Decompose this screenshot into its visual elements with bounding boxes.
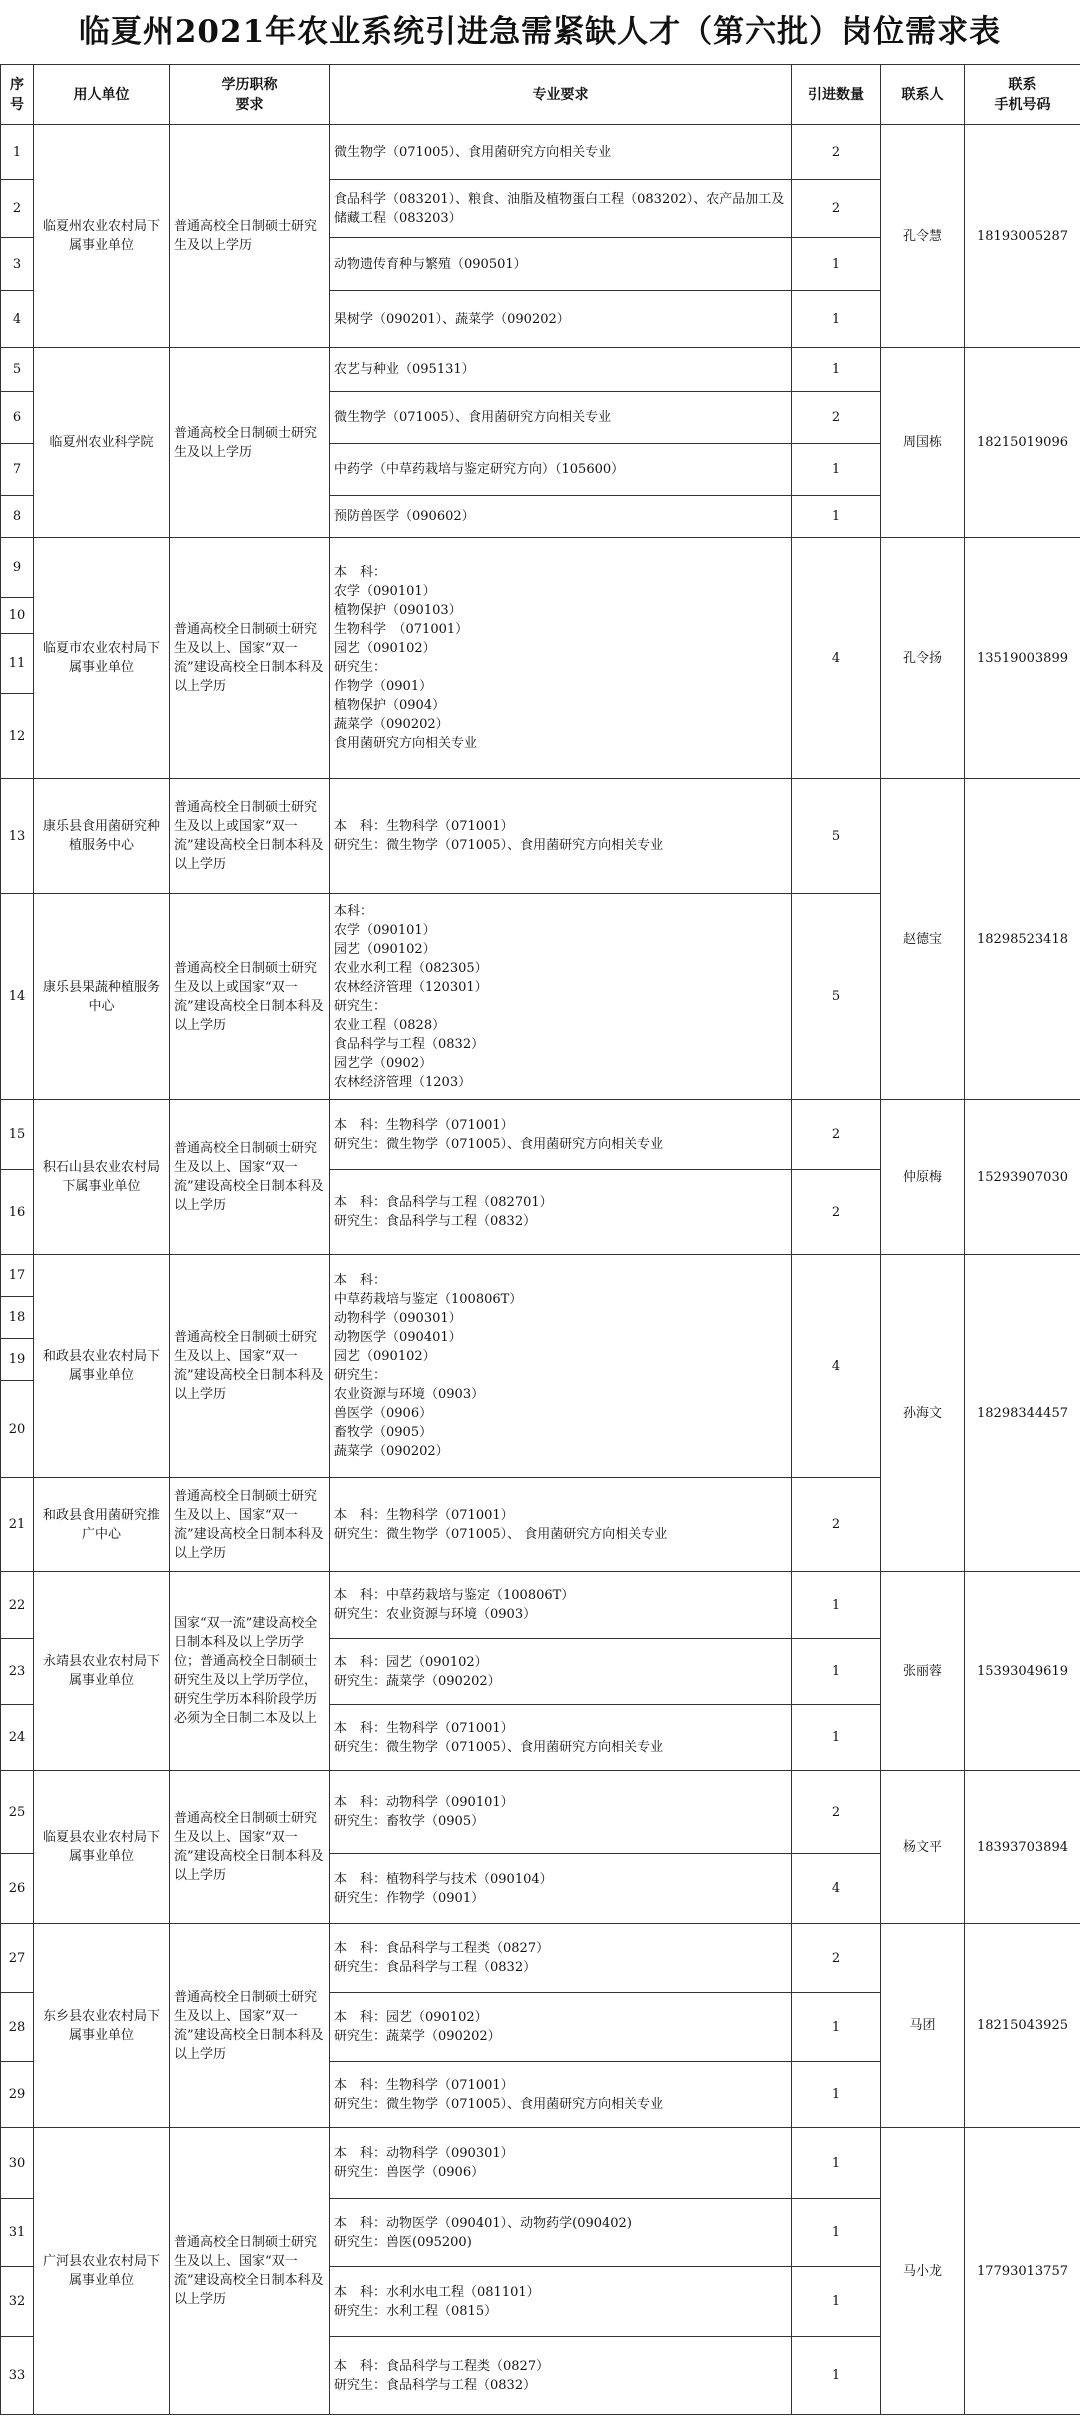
contact-phone-cell: 18193005287 xyxy=(965,125,1080,348)
seq-cell: 7 xyxy=(1,444,34,496)
unit-cell: 积石山县农业农村局下属事业单位 xyxy=(34,1100,170,1255)
seq-cell: 18 xyxy=(1,1297,34,1339)
major-cell: 本 科：水利水电工程（081101） 研究生：水利工程（0815） xyxy=(330,2267,792,2337)
major-cell: 本 科： 农学（090101） 植物保护（090103） 生物科学 （071001） 园艺（090102） 研究生： 作物学（0901） 植物保护（0904） 蔬菜学（090202） 食用菌研究方向相关专业 xyxy=(330,538,792,779)
major-cell: 预防兽医学（090602） xyxy=(330,496,792,538)
header-unit: 用人单位 xyxy=(34,65,170,125)
count-cell: 1 xyxy=(792,444,881,496)
table-row xyxy=(1,1771,1080,1854)
unit-cell: 临夏市农业农村局下属事业单位 xyxy=(34,538,170,779)
table-row xyxy=(1,1100,1080,1170)
seq-cell: 9 xyxy=(1,538,34,598)
count-cell: 1 xyxy=(792,348,881,392)
edu-cell: 普通高校全日制硕士研究生及以上学历 xyxy=(170,125,330,348)
edu-cell: 普通高校全日制硕士研究生及以上或国家“双一流”建设高校全日制本科及以上学历 xyxy=(170,779,330,894)
count-cell: 1 xyxy=(792,1993,881,2062)
seq-cell: 17 xyxy=(1,1255,34,1297)
seq-cell: 2 xyxy=(1,180,34,238)
count-cell: 4 xyxy=(792,1854,881,1924)
table-row xyxy=(1,779,1080,894)
unit-cell: 临夏州农业科学院 xyxy=(34,348,170,538)
count-cell: 1 xyxy=(792,496,881,538)
table-row xyxy=(1,125,1080,180)
major-cell: 果树学（090201）、蔬菜学（090202） xyxy=(330,291,792,348)
edu-cell: 普通高校全日制硕士研究生及以上、国家“双一流”建设高校全日制本科及以上学历 xyxy=(170,538,330,779)
seq-cell: 30 xyxy=(1,2128,34,2199)
header-seq: 序 号 xyxy=(1,65,34,125)
major-cell: 本 科：植物科学与技术（090104） 研究生：作物学（0901） xyxy=(330,1854,792,1924)
major-cell: 本 科： 中草药栽培与鉴定（100806T） 动物科学（090301） 动物医学（090401） 园艺（090102） 研究生： 农业资源与环境（0903） 兽医学（0906） 畜牧学（0905） 蔬菜学（090202） xyxy=(330,1255,792,1478)
seq-cell: 32 xyxy=(1,2267,34,2337)
major-cell: 本科： 农学（090101） 园艺（090102） 农业水利工程（082305） 农林经济管理（120301） 研究生： 农业工程（0828） 食品科学与工程（0832） 园艺学（0902） 农林经济管理（1203） xyxy=(330,894,792,1100)
count-cell: 2 xyxy=(792,1100,881,1170)
contact-name-cell: 杨文平 xyxy=(881,1771,965,1924)
contact-name-cell: 孔令慧 xyxy=(881,125,965,348)
major-cell: 食品科学（083201）、粮食、油脂及植物蛋白工程（083202）、农产品加工及储藏工程（083203） xyxy=(330,180,792,238)
contact-phone-cell: 18393703894 xyxy=(965,1771,1080,1924)
edu-cell: 普通高校全日制硕士研究生及以上、国家“双一流”建设高校全日制本科及以上学历 xyxy=(170,1100,330,1255)
count-cell: 2 xyxy=(792,1924,881,1993)
seq-cell: 11 xyxy=(1,634,34,694)
seq-cell: 12 xyxy=(1,694,34,779)
contact-phone-cell: 17793013757 xyxy=(965,2128,1080,2415)
edu-cell: 普通高校全日制硕士研究生及以上、国家“双一流”建设高校全日制本科及以上学历 xyxy=(170,1255,330,1478)
unit-cell: 和政县农业农村局下属事业单位 xyxy=(34,1255,170,1478)
seq-cell: 28 xyxy=(1,1993,34,2062)
contact-name-cell: 赵德宝 xyxy=(881,779,965,1100)
table-row xyxy=(1,538,1080,598)
count-cell: 1 xyxy=(792,238,881,291)
seq-cell: 15 xyxy=(1,1100,34,1170)
contact-name-cell: 仲原梅 xyxy=(881,1100,965,1255)
contact-name-cell: 张丽蓉 xyxy=(881,1572,965,1771)
edu-cell: 普通高校全日制硕士研究生及以上、国家“双一流”建设高校全日制本科及以上学历 xyxy=(170,1478,330,1572)
contact-phone-cell: 13519003899 xyxy=(965,538,1080,779)
header-row xyxy=(1,65,1080,125)
seq-cell: 19 xyxy=(1,1339,34,1381)
table-row xyxy=(1,1572,1080,1639)
count-cell: 1 xyxy=(792,1639,881,1705)
header-count: 引进数量 xyxy=(792,65,881,125)
seq-cell: 16 xyxy=(1,1170,34,1255)
seq-cell: 20 xyxy=(1,1381,34,1478)
count-cell: 2 xyxy=(792,1771,881,1854)
seq-cell: 22 xyxy=(1,1572,34,1639)
major-cell: 本 科：生物科学（071001） 研究生：微生物学（071005）、食用菌研究方向相关专业 xyxy=(330,1705,792,1771)
major-cell: 本 科：动物医学（090401）、动物药学(090402) 研究生：兽医(095200) xyxy=(330,2199,792,2267)
contact-name-cell: 马小龙 xyxy=(881,2128,965,2415)
major-cell: 本 科：园艺（090102） 研究生：蔬菜学（090202） xyxy=(330,1639,792,1705)
seq-cell: 21 xyxy=(1,1478,34,1572)
unit-cell: 康乐县果蔬种植服务中心 xyxy=(34,894,170,1100)
table-row xyxy=(1,1924,1080,1993)
table-row xyxy=(1,2128,1080,2199)
edu-cell: 普通高校全日制硕士研究生及以上学历 xyxy=(170,348,330,538)
edu-cell: 国家“双一流”建设高校全日制本科及以上学历学位；普通高校全日制硕士研究生及以上学历学位，研究生学历本科阶段学历必须为全日制二本及以上 xyxy=(170,1572,330,1771)
contact-name-cell: 孙海文 xyxy=(881,1255,965,1572)
contact-phone-cell: 18298344457 xyxy=(965,1255,1080,1572)
major-cell: 本 科：生物科学（071001） 研究生：微生物学（071005）、食用菌研究方向相关专业 xyxy=(330,779,792,894)
count-cell: 1 xyxy=(792,2062,881,2128)
count-cell: 1 xyxy=(792,1572,881,1639)
major-cell: 本 科：中草药栽培与鉴定（100806T） 研究生：农业资源与环境（0903） xyxy=(330,1572,792,1639)
unit-cell: 临夏州农业农村局下属事业单位 xyxy=(34,125,170,348)
major-cell: 农艺与种业（095131） xyxy=(330,348,792,392)
seq-cell: 1 xyxy=(1,125,34,180)
seq-cell: 6 xyxy=(1,392,34,444)
count-cell: 5 xyxy=(792,779,881,894)
contact-phone-cell: 15393049619 xyxy=(965,1572,1080,1771)
count-cell: 1 xyxy=(792,2337,881,2415)
contact-phone-cell: 15293907030 xyxy=(965,1100,1080,1255)
major-cell: 本 科：食品科学与工程类（0827） 研究生：食品科学与工程（0832） xyxy=(330,1924,792,1993)
count-cell: 5 xyxy=(792,894,881,1100)
unit-cell: 东乡县农业农村局下属事业单位 xyxy=(34,1924,170,2128)
major-cell: 本 科：生物科学（071001） 研究生：微生物学（071005）、食用菌研究方向相关专业 xyxy=(330,1100,792,1170)
seq-cell: 4 xyxy=(1,291,34,348)
major-cell: 本 科：生物科学（071001） 研究生：微生物学（071005）、 食用菌研究方向相关专业 xyxy=(330,1478,792,1572)
header-edu: 学历职称 要求 xyxy=(170,65,330,125)
page-title: 临夏州2021年农业系统引进急需紧缺人才（第六批）岗位需求表 xyxy=(78,14,1002,50)
contact-phone-cell: 18215019096 xyxy=(965,348,1080,538)
count-cell: 1 xyxy=(792,291,881,348)
seq-cell: 25 xyxy=(1,1771,34,1854)
job-requirements-table xyxy=(0,64,1080,2415)
count-cell: 2 xyxy=(792,392,881,444)
count-cell: 2 xyxy=(792,1170,881,1255)
count-cell: 2 xyxy=(792,180,881,238)
major-cell: 中药学（中草药栽培与鉴定研究方向）（105600） xyxy=(330,444,792,496)
count-cell: 2 xyxy=(792,1478,881,1572)
seq-cell: 8 xyxy=(1,496,34,538)
major-cell: 本 科：动物科学（090101） 研究生：畜牧学（0905） xyxy=(330,1771,792,1854)
seq-cell: 24 xyxy=(1,1705,34,1771)
header-major: 专业要求 xyxy=(330,65,792,125)
contact-name-cell: 孔令扬 xyxy=(881,538,965,779)
major-cell: 本 科：动物科学（090301） 研究生：兽医学（0906） xyxy=(330,2128,792,2199)
count-cell: 1 xyxy=(792,2128,881,2199)
seq-cell: 31 xyxy=(1,2199,34,2267)
contact-phone-cell: 18298523418 xyxy=(965,779,1080,1100)
header-phone: 联系 手机号码 xyxy=(965,65,1080,125)
contact-name-cell: 周国栋 xyxy=(881,348,965,538)
edu-cell: 普通高校全日制硕士研究生及以上、国家“双一流”建设高校全日制本科及以上学历 xyxy=(170,1771,330,1924)
seq-cell: 27 xyxy=(1,1924,34,1993)
unit-cell: 康乐县食用菌研究种植服务中心 xyxy=(34,779,170,894)
count-cell: 1 xyxy=(792,2267,881,2337)
contact-phone-cell: 18215043925 xyxy=(965,1924,1080,2128)
count-cell: 4 xyxy=(792,538,881,779)
seq-cell: 10 xyxy=(1,598,34,634)
table-row xyxy=(1,1255,1080,1297)
major-cell: 微生物学（071005）、食用菌研究方向相关专业 xyxy=(330,125,792,180)
seq-cell: 5 xyxy=(1,348,34,392)
major-cell: 本 科：园艺（090102） 研究生：蔬菜学（090202） xyxy=(330,1993,792,2062)
count-cell: 2 xyxy=(792,125,881,180)
seq-cell: 14 xyxy=(1,894,34,1100)
major-cell: 本 科：食品科学与工程（082701） 研究生：食品科学与工程（0832） xyxy=(330,1170,792,1255)
seq-cell: 23 xyxy=(1,1639,34,1705)
unit-cell: 广河县农业农村局下属事业单位 xyxy=(34,2128,170,2415)
seq-cell: 13 xyxy=(1,779,34,894)
edu-cell: 普通高校全日制硕士研究生及以上、国家“双一流”建设高校全日制本科及以上学历 xyxy=(170,1924,330,2128)
seq-cell: 3 xyxy=(1,238,34,291)
edu-cell: 普通高校全日制硕士研究生及以上或国家“双一流”建设高校全日制本科及以上学历 xyxy=(170,894,330,1100)
seq-cell: 33 xyxy=(1,2337,34,2415)
count-cell: 4 xyxy=(792,1255,881,1478)
count-cell: 1 xyxy=(792,1705,881,1771)
major-cell: 微生物学（071005）、食用菌研究方向相关专业 xyxy=(330,392,792,444)
seq-cell: 29 xyxy=(1,2062,34,2128)
major-cell: 本 科：生物科学（071001） 研究生：微生物学（071005）、食用菌研究方向相关专业 xyxy=(330,2062,792,2128)
count-cell: 1 xyxy=(792,2199,881,2267)
unit-cell: 临夏县农业农村局下属事业单位 xyxy=(34,1771,170,1924)
contact-name-cell: 马团 xyxy=(881,1924,965,2128)
unit-cell: 和政县食用菌研究推广中心 xyxy=(34,1478,170,1572)
table-row xyxy=(1,348,1080,392)
header-contact: 联系人 xyxy=(881,65,965,125)
seq-cell: 26 xyxy=(1,1854,34,1924)
major-cell: 本 科：食品科学与工程类（0827） 研究生：食品科学与工程（0832） xyxy=(330,2337,792,2415)
edu-cell: 普通高校全日制硕士研究生及以上、国家“双一流”建设高校全日制本科及以上学历 xyxy=(170,2128,330,2415)
major-cell: 动物遗传育种与繁殖（090501） xyxy=(330,238,792,291)
unit-cell: 永靖县农业农村局下属事业单位 xyxy=(34,1572,170,1771)
